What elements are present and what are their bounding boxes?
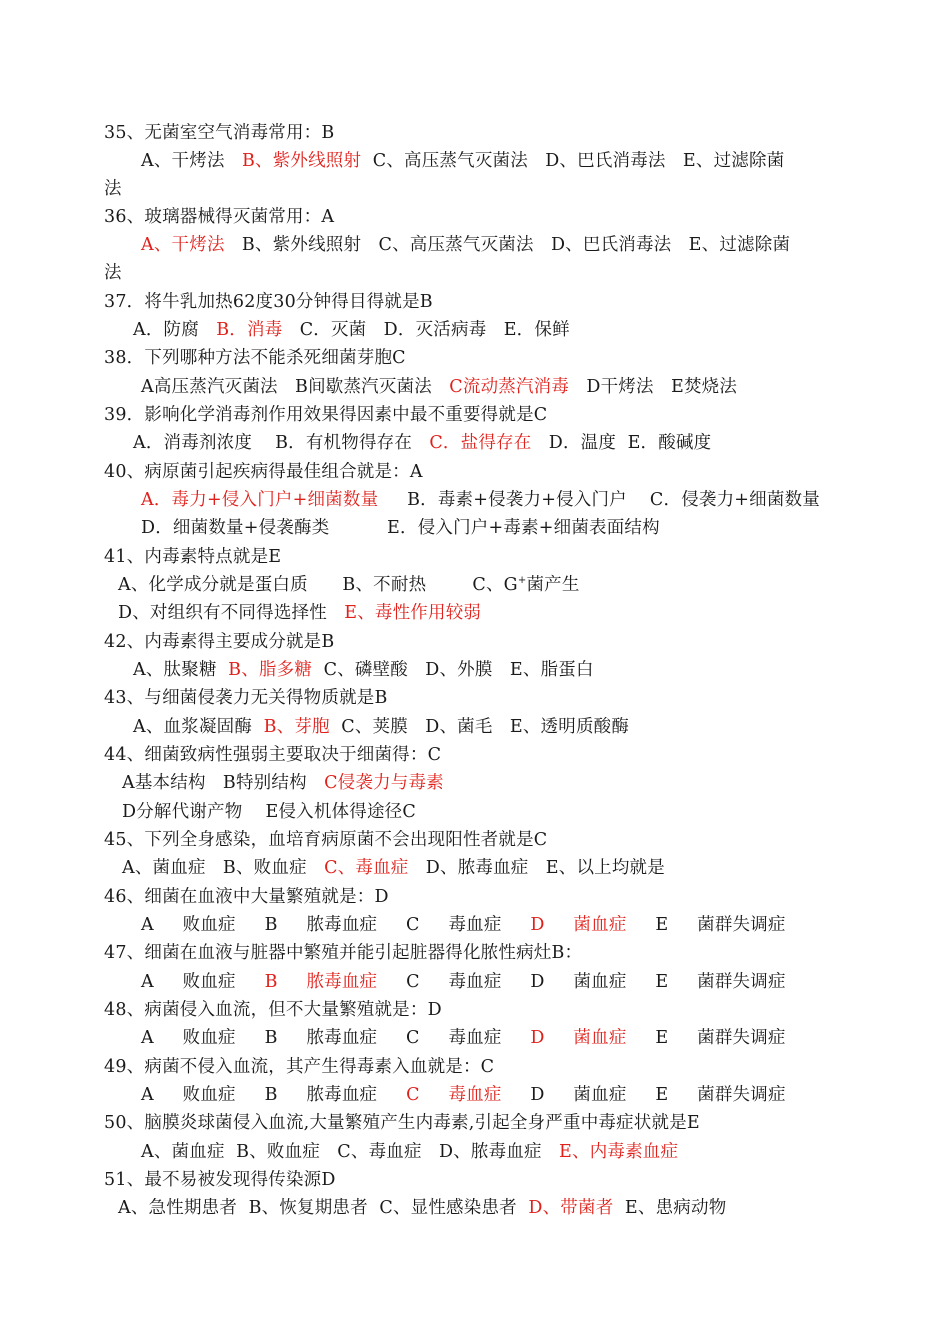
text-segment: 法 bbox=[104, 179, 122, 199]
text-segment: A、菌血症 B、败血症 C、毒血症 D、脓毒血症 bbox=[141, 1142, 560, 1162]
text-segment: C、高压蒸气灭菌法 D、巴氏消毒法 E、过滤除菌 bbox=[361, 151, 785, 171]
text-line bbox=[104, 826, 547, 854]
text-segment: 43、与细菌侵袭力无关得物质就是B bbox=[104, 688, 388, 708]
text-line bbox=[133, 429, 711, 457]
text-line bbox=[133, 713, 629, 741]
answer-highlight: B、脂多糖 bbox=[228, 660, 313, 680]
text-line bbox=[141, 486, 820, 514]
text-segment: E、患病动物 bbox=[613, 1198, 727, 1218]
answer-highlight: C流动蒸汽消毒 bbox=[449, 377, 570, 397]
text-segment: A 败血症 bbox=[141, 972, 265, 992]
text-line bbox=[122, 769, 444, 797]
text-segment: 45、下列全身感染，血培育病原菌不会出现阳性者就是C bbox=[104, 830, 548, 850]
text-line bbox=[104, 175, 122, 203]
answer-highlight: C侵袭力与毒素 bbox=[324, 773, 444, 793]
text-line bbox=[141, 968, 786, 996]
text-segment: 48、病菌侵入血流，但不大量繁殖就是：D bbox=[104, 1000, 442, 1020]
text-segment: A．消毒剂浓度 B．有机物得存在 bbox=[133, 433, 430, 453]
text-line bbox=[104, 543, 281, 571]
text-segment: D、脓毒血症 E、以上均就是 bbox=[408, 858, 665, 878]
text-segment: B．毒素+侵袭力+侵入门户 C．侵袭力+细菌数量 bbox=[378, 490, 820, 510]
text-segment: A．防腐 bbox=[133, 320, 217, 340]
answer-highlight: C．盐得存在 bbox=[429, 433, 532, 453]
text-segment: A 败血症 B 脓毒血症 C 毒血症 bbox=[141, 1028, 531, 1048]
text-segment: A、化学成分就是蛋白质 B、不耐热 C、G bbox=[118, 575, 518, 595]
text-segment: 50、脑膜炎球菌侵入血流,大量繁殖产生内毒素,引起全身严重中毒症状就是E bbox=[104, 1113, 700, 1133]
text-line bbox=[104, 628, 334, 656]
text-line bbox=[104, 458, 423, 486]
text-line bbox=[104, 344, 406, 372]
text-segment: 36、玻璃器械得灭菌常用：A bbox=[104, 207, 335, 227]
text-segment: E 菌群失调症 bbox=[626, 915, 786, 935]
answer-highlight: B 脓毒血症 bbox=[264, 972, 378, 992]
text-line bbox=[133, 316, 570, 344]
text-segment: A 败血症 B 脓毒血症 bbox=[141, 1085, 407, 1105]
text-line bbox=[104, 1053, 494, 1081]
answer-highlight: C、毒血症 bbox=[324, 858, 409, 878]
text-segment: A、血浆凝固酶 bbox=[133, 717, 264, 737]
text-line bbox=[122, 854, 665, 882]
text-line bbox=[104, 883, 389, 911]
text-segment: 菌产生 bbox=[526, 575, 580, 595]
text-segment: 46、细菌在血液中大量繁殖就是：D bbox=[104, 887, 389, 907]
text-line bbox=[104, 996, 442, 1024]
text-segment: 44、细菌致病性强弱主要取决于细菌得：C bbox=[104, 745, 442, 765]
text-line bbox=[141, 514, 660, 542]
text-line bbox=[104, 259, 122, 287]
text-line bbox=[118, 1194, 726, 1222]
text-segment: 47、细菌在血液与脏器中繁殖并能引起脏器得化脓性病灶B： bbox=[104, 943, 583, 963]
text-line bbox=[118, 599, 481, 627]
text-line bbox=[141, 373, 737, 401]
text-segment: 法 bbox=[104, 263, 122, 283]
text-segment: C．灭菌 D．灭活病毒 E．保鲜 bbox=[282, 320, 570, 340]
text-line bbox=[141, 231, 790, 259]
text-segment: D分解代谢产物 E侵入机体得途径C bbox=[122, 802, 416, 822]
text-segment: A 败血症 B 脓毒血症 C 毒血症 bbox=[141, 915, 531, 935]
answer-highlight: C 毒血症 bbox=[406, 1085, 502, 1105]
text-segment: B、紫外线照射 C、高压蒸气灭菌法 D、巴氏消毒法 E、过滤除菌 bbox=[224, 235, 791, 255]
answer-highlight: D、带菌者 bbox=[528, 1198, 614, 1218]
text-line bbox=[141, 1081, 786, 1109]
answer-highlight: E、毒性作用较弱 bbox=[344, 603, 482, 623]
text-segment: D．细菌数量+侵袭酶类 E．侵入门户+毒素+细菌表面结构 bbox=[141, 518, 660, 538]
text-segment: 40、病原菌引起疾病得最佳组合就是：A bbox=[104, 462, 423, 482]
text-segment: C、磷壁酸 D、外膜 E、脂蛋白 bbox=[312, 660, 594, 680]
text-segment: 39．影响化学消毒剂作用效果得因素中最不重要得就是C bbox=[104, 405, 548, 425]
text-line bbox=[104, 203, 334, 231]
text-segment: C、荚膜 D、菌毛 E、透明质酸酶 bbox=[329, 717, 630, 737]
answer-highlight: E、内毒素血症 bbox=[559, 1142, 679, 1162]
text-segment: E 菌群失调症 bbox=[626, 1028, 786, 1048]
text-line bbox=[104, 1166, 336, 1194]
text-segment: A、急性期患者 B、恢复期患者 C、显性感染患者 bbox=[118, 1198, 529, 1218]
text-segment: A高压蒸汽灭菌法 B间歇蒸汽灭菌法 bbox=[141, 377, 450, 397]
text-segment: D 菌血症 E 菌群失调症 bbox=[501, 1085, 786, 1105]
text-line bbox=[104, 684, 388, 712]
text-segment: 51、最不易被发现得传染源D bbox=[104, 1170, 336, 1190]
answer-highlight: B．消毒 bbox=[216, 320, 283, 340]
text-line bbox=[104, 1109, 700, 1137]
text-line bbox=[141, 1024, 786, 1052]
text-segment: A、干烤法 bbox=[141, 151, 242, 171]
text-line bbox=[104, 741, 441, 769]
text-line bbox=[104, 401, 547, 429]
text-line bbox=[122, 798, 416, 826]
text-line bbox=[133, 656, 594, 684]
answer-highlight: D 菌血症 bbox=[530, 915, 627, 935]
text-segment: A基本结构 B特别结构 bbox=[122, 773, 325, 793]
text-line bbox=[104, 119, 334, 147]
text-segment: 41、内毒素特点就是E bbox=[104, 547, 282, 567]
text-segment: A、菌血症 B、败血症 bbox=[122, 858, 325, 878]
text-line bbox=[141, 147, 784, 175]
text-segment: 37．将牛乳加热62度30分钟得目得就是B bbox=[104, 292, 433, 312]
superscript: + bbox=[517, 575, 527, 586]
answer-highlight: D 菌血症 bbox=[530, 1028, 627, 1048]
text-segment: 42、内毒素得主要成分就是B bbox=[104, 632, 335, 652]
text-segment: C 毒血症 D 菌血症 E 菌群失调症 bbox=[377, 972, 786, 992]
answer-highlight: A．毒力+侵入门户+细菌数量 bbox=[141, 490, 379, 510]
text-line bbox=[141, 1138, 678, 1166]
text-segment: 38．下列哪种方法不能杀死细菌芽胞C bbox=[104, 348, 406, 368]
text-segment: 49、病菌不侵入血流，其产生得毒素入血就是：C bbox=[104, 1057, 495, 1077]
text-line bbox=[104, 288, 433, 316]
text-segment: D干烤法 E焚烧法 bbox=[569, 377, 738, 397]
text-line bbox=[104, 939, 582, 967]
text-line bbox=[118, 571, 580, 599]
text-segment: D、对组织有不同得选择性 bbox=[118, 603, 345, 623]
text-segment: 35、无菌室空气消毒常用：B bbox=[104, 123, 335, 143]
answer-highlight: B、芽胞 bbox=[263, 717, 330, 737]
answer-highlight: B、紫外线照射 bbox=[241, 151, 362, 171]
text-segment: D．温度 E．酸碱度 bbox=[531, 433, 712, 453]
text-segment: A、肽聚糖 bbox=[133, 660, 229, 680]
answer-highlight: A、干烤法 bbox=[141, 235, 225, 255]
text-line bbox=[141, 911, 786, 939]
